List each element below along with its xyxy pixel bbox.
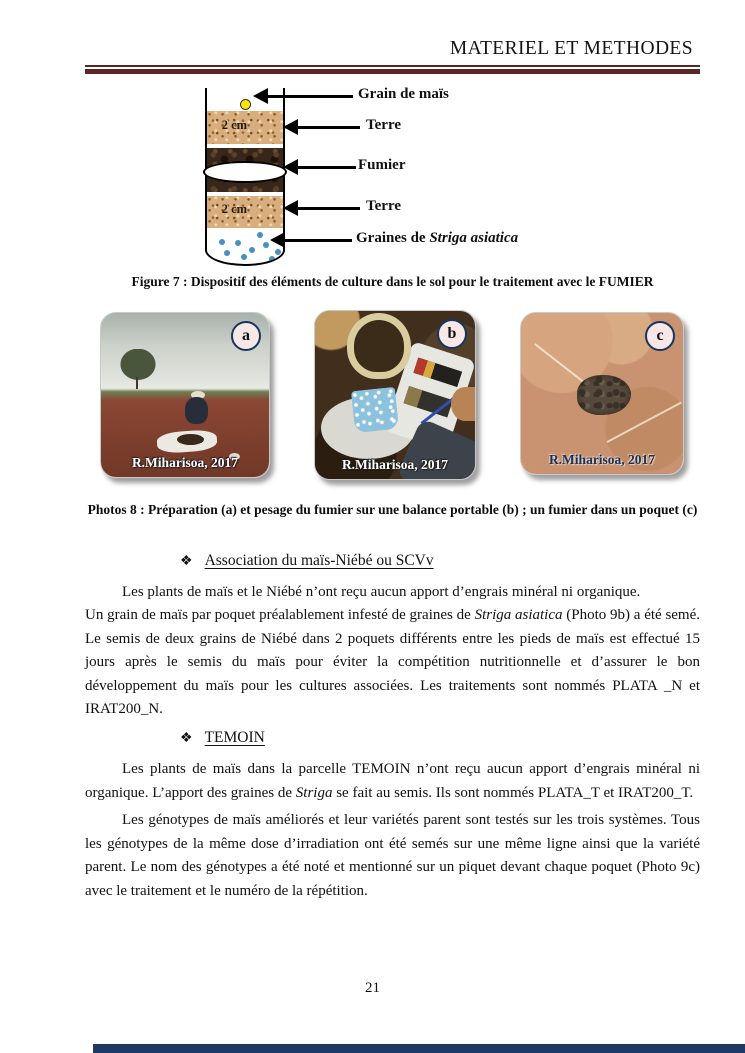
depth-label-bottom: 2 cm (221, 201, 248, 216)
label-grain-de-mais: Grain de maïs (358, 85, 449, 102)
photo-c (520, 312, 684, 475)
photo-b-badge: b (437, 319, 467, 349)
label-terre-top: Terre (366, 116, 401, 133)
photo-b (314, 310, 476, 480)
photos-8-row (100, 312, 745, 480)
cup-shape (351, 386, 399, 432)
label-graines-striga: Graines de Striga asiatica (356, 229, 519, 246)
photo-a (100, 312, 270, 478)
striga-seeds-dots (235, 240, 241, 246)
photo-a-credit: R.Miharisoa, 2017 (131, 454, 239, 470)
paragraph: Les plants de maïs et le Niébé n’ont reçu aucun apport d’engrais minéral ni organique. (122, 583, 641, 600)
section-heading-association (180, 548, 700, 575)
maize-grain-dot (240, 99, 251, 110)
page-title: MATERIEL ET METHODES (449, 38, 693, 59)
diamond-bullet-icon: ❖ (180, 553, 193, 569)
section-heading-temoin (180, 725, 700, 752)
paragraph: Un grain de maïs par poquet préalablement infesté de graines de Striga asiatica (Photo 9b) a été semé. Le semis de deux grains de Niébé dans 2 poquets différents entre les pieds de maïs est effectué 15 jours après le semis du maïs pour éviter la compétition nutritionnelle et d’assurer le bon développement du maïs pour les cultures associées. Les traitements sont nommés PLATA _N et IRAT200_N. (85, 607, 701, 718)
footer-bar (93, 1044, 745, 1053)
arrow-grain-icon (268, 95, 353, 98)
arrow-terre-top-icon (298, 126, 360, 129)
header-rule-thin (85, 65, 700, 67)
tree-trunk-shape (136, 377, 138, 389)
manure-pile-shape (177, 434, 204, 445)
arrow-fumier-icon (298, 166, 356, 169)
diamond-bullet-icon: ❖ (180, 731, 193, 747)
photo-a-badge: a (231, 321, 261, 351)
photo-c-credit: R.Miharisoa, 2017 (548, 451, 656, 467)
paragraph: Les génotypes de maïs améliorés et leur variétés parent sont testés sur les trois systèmes. Tous les génotypes de la même dose d’irradiation ont été semés sur une même ligne ainsi que la variété parent. Le nom des génotypes a été noté et mentionné sur un piquet devant chaque poquet (Photo 9c) avec le traitement et le numéro de la répétition. (85, 812, 700, 900)
manure-clump-shape (577, 375, 631, 415)
arrow-terre-bottom-icon (298, 207, 360, 210)
page-header (0, 0, 745, 74)
cylinder-top-ellipse (203, 161, 287, 183)
manure-bag-shape (347, 313, 411, 379)
figure-7-diagram (0, 80, 745, 270)
section-heading-label: Association du maïs-Niébé ou SCVv (204, 551, 434, 569)
hand-shape (451, 387, 476, 421)
paragraph: Les plants de maïs dans la parcelle TEMOIN n’ont reçu aucun apport d’engrais minéral ni organique. L’apport des graines de Striga se fait au semis. Ils sont nommés PLATA_T et IRAT200_T. (85, 761, 700, 801)
tree-shape (117, 349, 159, 383)
arrow-striga-icon (285, 239, 352, 242)
body-text (85, 548, 700, 904)
label-terre-bottom: Terre (366, 197, 401, 214)
figure-7-caption: Figure 7 : Dispositif des éléments de culture dans le sol pour le traitement avec le FUMIER (131, 273, 654, 289)
page-number: 21 (365, 980, 380, 996)
photos-8-caption: Photos 8 : Préparation (a) et pesage du fumier sur une balance portable (b) ; un fumier dans un poquet (c) (87, 501, 698, 517)
header-rule-thick (85, 69, 700, 74)
photo-c-badge: c (645, 321, 675, 351)
photo-b-credit: R.Miharisoa, 2017 (341, 456, 449, 472)
section-heading-label: TEMOIN (204, 729, 265, 747)
depth-label-top: 2 cm (221, 117, 248, 132)
header-rule (85, 65, 700, 74)
label-fumier: Fumier (358, 156, 406, 173)
person-shape (185, 397, 208, 424)
balance-display-shape (413, 357, 462, 386)
